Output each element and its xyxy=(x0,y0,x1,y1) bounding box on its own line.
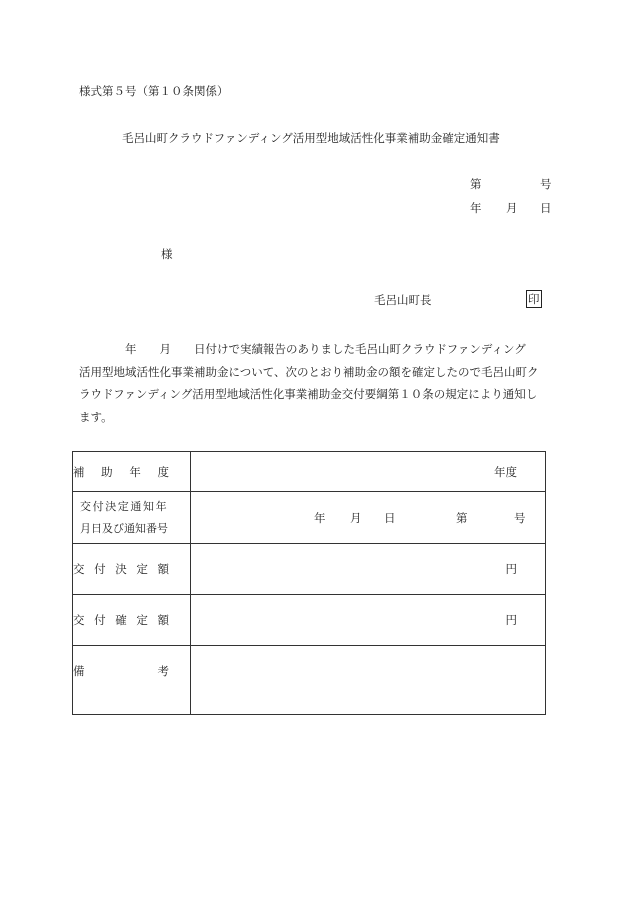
confirmed-amount-field[interactable] xyxy=(191,595,546,646)
label-char: 考 xyxy=(157,664,169,678)
table-row xyxy=(73,595,546,646)
fiscal-year-unit: 年度 xyxy=(494,464,517,479)
label-char: 確 xyxy=(115,613,127,627)
form-number: 様式第５号（第１０条関係） xyxy=(79,84,229,98)
label-char: 助 xyxy=(101,464,113,479)
notice-body xyxy=(79,338,551,428)
label-line: 月日及び通知番号 xyxy=(80,521,168,535)
hi-label: 日 xyxy=(384,510,396,525)
label-subsidy-year xyxy=(73,452,191,492)
go-label: 号 xyxy=(514,510,526,525)
date-month-label: 月 xyxy=(506,201,518,215)
body-line: 活用型地域活性化事業補助金について、次のとおり補助金の額を確定したので毛呂山町ク xyxy=(79,364,539,379)
body-line: ます。 xyxy=(79,409,113,424)
date-day-label: 日 xyxy=(540,201,552,215)
label-decision-notice xyxy=(73,492,191,544)
subsidy-year-field[interactable] xyxy=(191,452,546,492)
number-suffix: 号 xyxy=(540,177,552,191)
date-year-label: 年 xyxy=(470,201,482,215)
label-char: 備 xyxy=(73,664,85,678)
label-char: 補 xyxy=(73,464,85,479)
body-line: ラウドファンディング活用型地域活性化事業補助金交付要綱第１０条の規定により通知し xyxy=(79,387,538,401)
subsidy-table xyxy=(72,451,546,715)
yen-unit: 円 xyxy=(505,613,517,627)
label-char: 付 xyxy=(94,613,106,627)
body-line: 年 月 日付けで実績報告のありました毛呂山町クラウドファンディング xyxy=(79,342,526,356)
label-char: 付 xyxy=(94,562,106,576)
label-char: 定 xyxy=(136,562,148,576)
table-row xyxy=(73,492,546,544)
table-row xyxy=(73,544,546,595)
table-row xyxy=(73,452,546,492)
seal-mark: 印 xyxy=(528,292,540,306)
label-char: 年 xyxy=(129,464,141,479)
issuer-name: 毛呂山町長 xyxy=(374,293,432,307)
recipient-suffix: 様 xyxy=(161,247,173,261)
label-remarks xyxy=(73,646,191,715)
document-title: 毛呂山町クラウドファンディング活用型地域活性化事業補助金確定通知書 xyxy=(122,131,500,145)
label-confirmed-amount xyxy=(73,595,191,646)
tsuki-label: 月 xyxy=(350,510,362,525)
label-char: 額 xyxy=(157,562,169,576)
table-row xyxy=(73,646,546,715)
dai-label: 第 xyxy=(456,510,468,525)
label-char: 決 xyxy=(115,562,127,576)
label-char: 額 xyxy=(157,613,169,627)
remarks-field[interactable] xyxy=(191,646,546,715)
label-char: 定 xyxy=(136,613,148,627)
decision-notice-field[interactable] xyxy=(191,492,546,544)
number-prefix: 第 xyxy=(470,177,482,191)
nen-label: 年 xyxy=(314,510,326,525)
label-char: 度 xyxy=(157,464,169,479)
label-grant-amount xyxy=(73,544,191,595)
yen-unit: 円 xyxy=(505,562,517,576)
label-char: 交 xyxy=(73,562,85,576)
grant-amount-field[interactable] xyxy=(191,544,546,595)
label-line: 交付決定通知年 xyxy=(80,499,169,513)
label-char: 交 xyxy=(73,613,85,627)
